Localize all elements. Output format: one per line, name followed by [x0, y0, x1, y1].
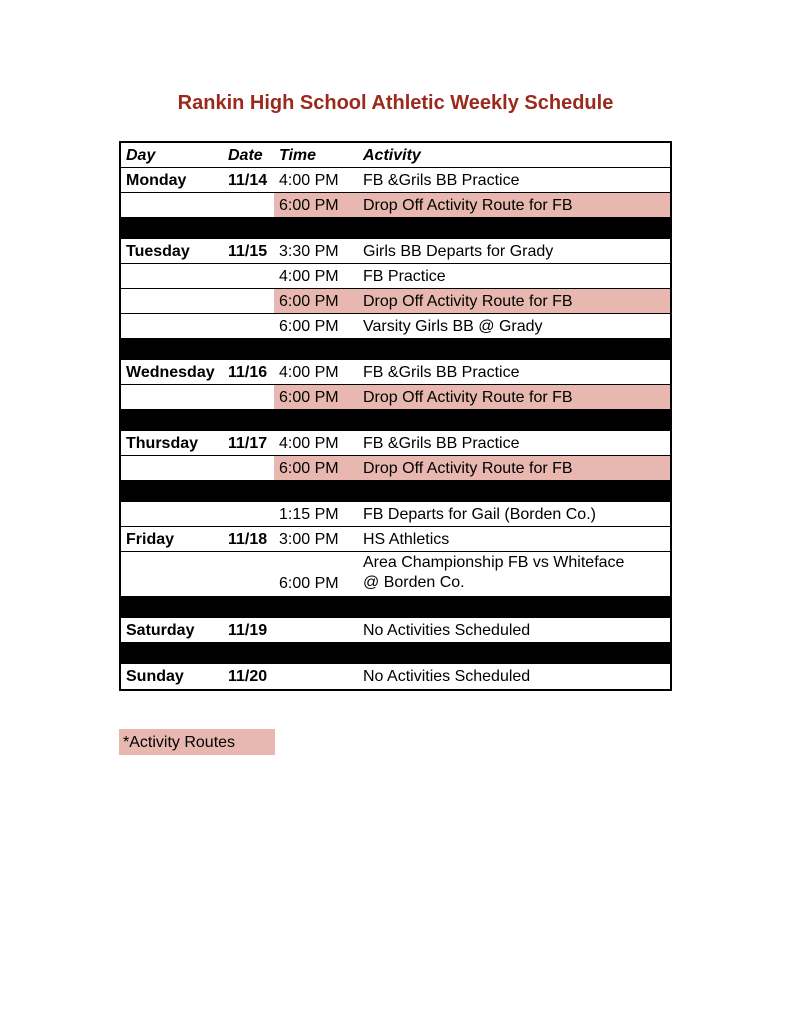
day-separator — [121, 218, 670, 239]
page-title: Rankin High School Athletic Weekly Schedule — [177, 92, 614, 114]
day-cell: Monday — [126, 172, 187, 189]
day-separator — [121, 643, 670, 664]
activity-cell: FB &Grils BB Practice — [363, 172, 520, 189]
time-cell: 6:00 PM — [279, 318, 339, 335]
table-row — [121, 552, 670, 597]
table-row — [121, 193, 670, 218]
day-cell: Wednesday — [126, 364, 215, 381]
activity-cell: No Activities Scheduled — [363, 622, 531, 639]
date-cell: 11/19 — [228, 622, 268, 639]
header-time: Time — [279, 147, 317, 164]
day-separator — [121, 597, 670, 618]
activity-cell: FB Practice — [363, 268, 446, 285]
activity-cell: FB Departs for Gail (Borden Co.) — [363, 506, 596, 523]
time-cell: 6:00 PM — [279, 389, 339, 406]
day-separator — [121, 410, 670, 431]
day-cell: Tuesday — [126, 243, 190, 260]
time-cell: 6:00 PM — [279, 575, 339, 592]
table-row — [121, 456, 670, 481]
activity-cell: Drop Off Activity Route for FB — [363, 293, 573, 310]
table-row — [121, 289, 670, 314]
header-activity: Activity — [363, 147, 421, 164]
activity-cell: FB &Grils BB Practice — [363, 435, 520, 452]
activity-cell: Girls BB Departs for Grady — [363, 243, 554, 260]
time-cell: 6:00 PM — [279, 460, 339, 477]
table-row — [121, 264, 670, 289]
schedule-table — [119, 141, 672, 691]
time-cell: 4:00 PM — [279, 268, 339, 285]
legend-activity-routes: *Activity Routes — [119, 729, 275, 755]
activity-line: @ Borden Co. — [363, 574, 465, 591]
activity-cell: Drop Off Activity Route for FB — [363, 460, 573, 477]
activity-cell: Drop Off Activity Route for FB — [363, 197, 573, 214]
table-row — [121, 431, 670, 456]
header-day: Day — [126, 147, 156, 164]
table-row — [121, 502, 670, 527]
time-cell: 1:15 PM — [279, 506, 339, 523]
table-row — [121, 314, 670, 339]
date-cell: 11/20 — [228, 668, 268, 685]
activity-cell: FB &Grils BB Practice — [363, 364, 520, 381]
activity-cell: No Activities Scheduled — [363, 668, 531, 685]
time-cell: 4:00 PM — [279, 172, 339, 189]
day-cell: Thursday — [126, 435, 199, 452]
date-cell: 11/17 — [228, 435, 268, 452]
activity-cell — [363, 553, 624, 593]
time-cell: 3:30 PM — [279, 243, 339, 260]
time-cell: 6:00 PM — [279, 197, 339, 214]
table-row — [121, 168, 670, 193]
activity-line: Area Championship FB vs Whiteface — [363, 554, 625, 571]
day-separator — [121, 481, 670, 502]
table-header-row — [121, 143, 670, 168]
day-cell: Sunday — [126, 668, 184, 685]
time-cell: 4:00 PM — [279, 435, 339, 452]
table-row — [121, 664, 670, 689]
day-separator — [121, 339, 670, 360]
date-cell: 11/14 — [228, 172, 268, 189]
table-row — [121, 527, 670, 552]
day-cell: Saturday — [126, 622, 195, 639]
activity-cell: Varsity Girls BB @ Grady — [363, 318, 543, 335]
date-cell: 11/18 — [228, 531, 268, 548]
date-cell: 11/15 — [228, 243, 268, 260]
activity-cell: Drop Off Activity Route for FB — [363, 389, 573, 406]
date-cell: 11/16 — [228, 364, 268, 381]
table-row — [121, 385, 670, 410]
day-cell: Friday — [126, 531, 175, 548]
time-cell: 3:00 PM — [279, 531, 339, 548]
activity-cell: HS Athletics — [363, 531, 450, 548]
table-row — [121, 360, 670, 385]
header-date: Date — [228, 147, 263, 164]
time-cell: 4:00 PM — [279, 364, 339, 381]
table-row — [121, 239, 670, 264]
time-cell: 6:00 PM — [279, 293, 339, 310]
table-row — [121, 618, 670, 643]
